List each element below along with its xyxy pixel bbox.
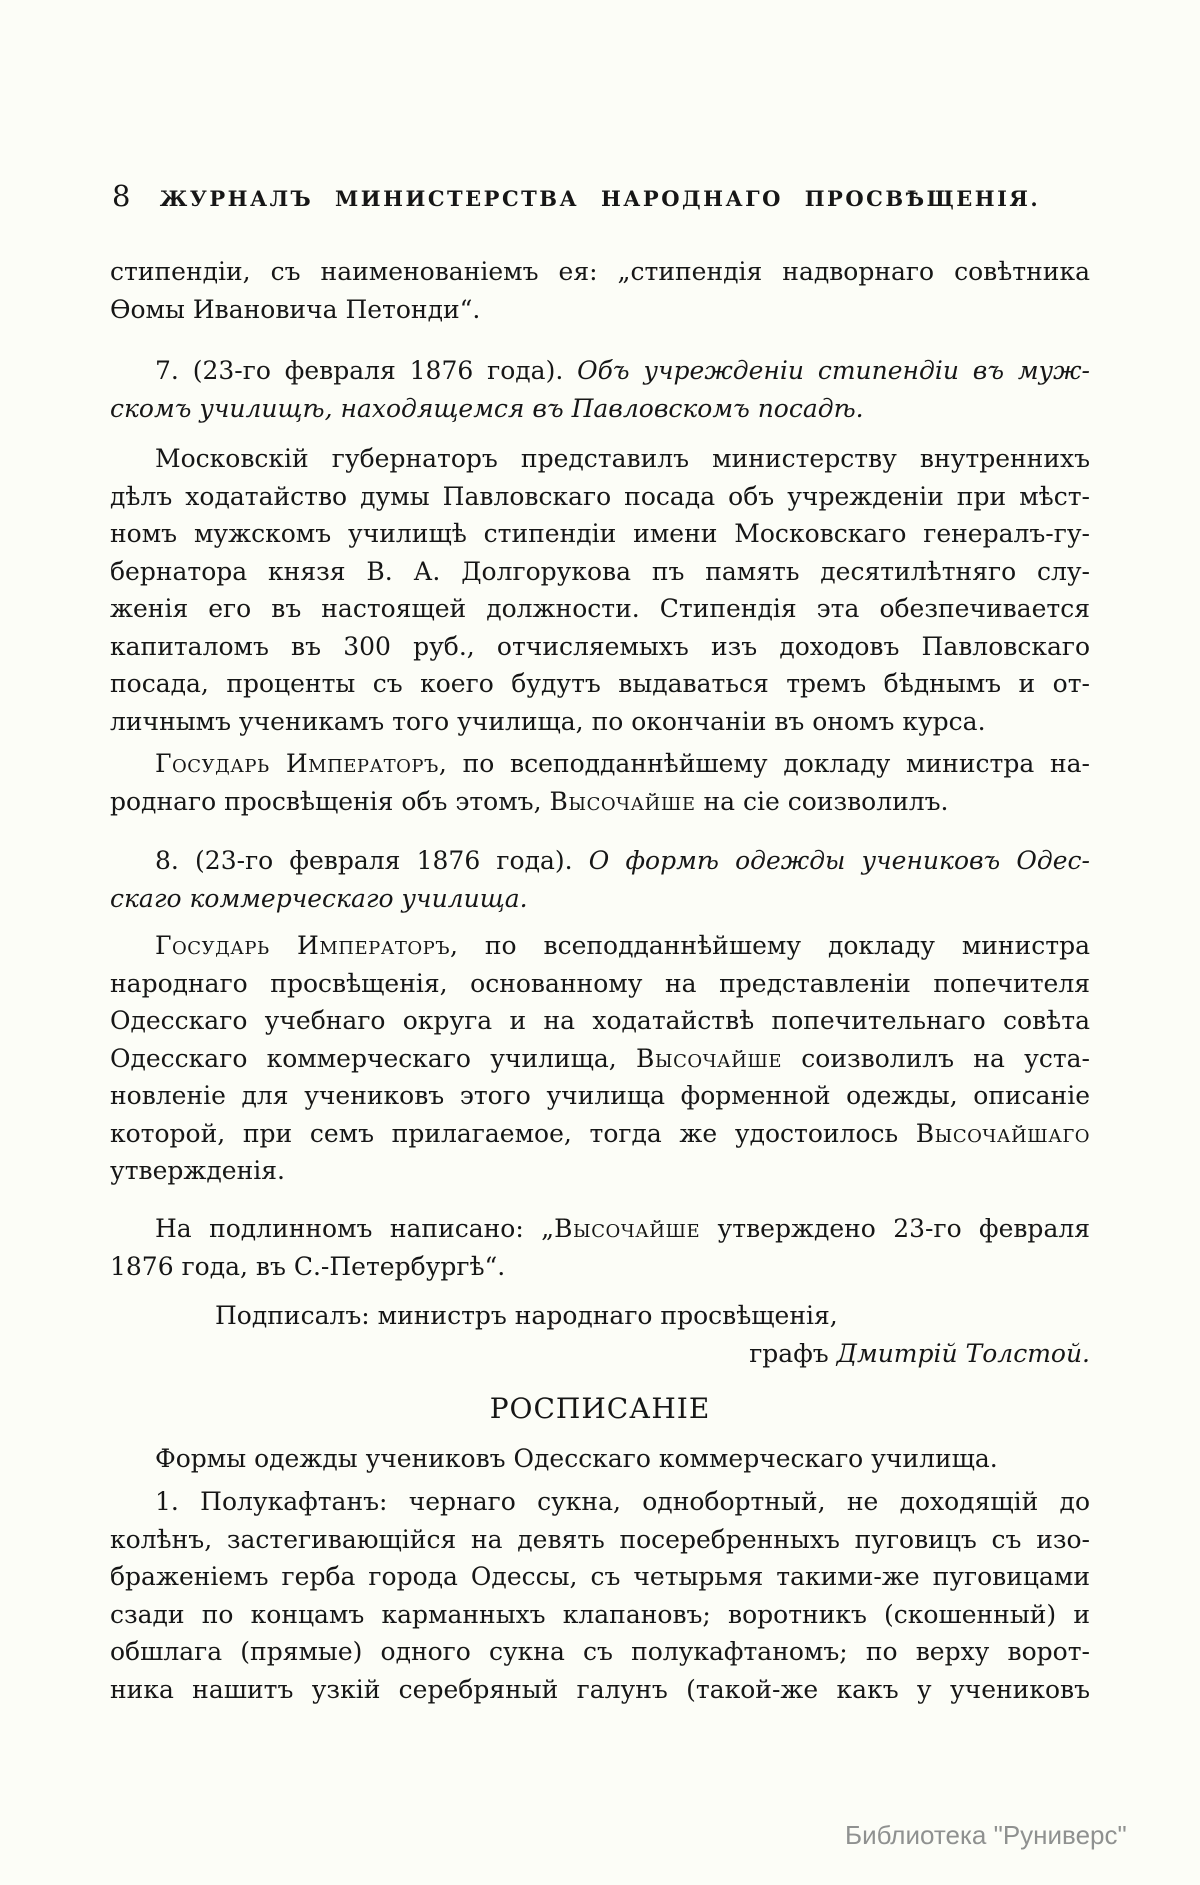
- text-line: На подлинномъ написано: „Высочайше утверждено 23-го февраля: [155, 1214, 1090, 1243]
- paragraph-form-subtitle: [110, 1440, 1090, 1478]
- text-line: номъ мужскомъ училищѣ стипендіи имени Московскаго генералъ-гу-: [110, 519, 1090, 548]
- text-line: женія его въ настоящей должности. Стипендія эта обезпечивается: [110, 594, 1090, 623]
- library-watermark: Библиотека "Руниверс": [845, 1820, 1127, 1850]
- text-line: 8. (23-го февраля 1876 года). О формѣ одежды учениковъ Одес-: [155, 846, 1090, 875]
- text-line: роднаго просвѣщенія объ этомъ, Высочайше на сіе соизволилъ.: [110, 786, 949, 816]
- text-line: посада, проценты съ коего будутъ выдаваться тремъ бѣднымъ и от-: [110, 669, 1090, 698]
- text-line: утвержденія.: [110, 1156, 285, 1185]
- paragraph-emperor-approval-7: [110, 745, 1090, 820]
- text-line: новленіе для учениковъ этого училища форменной одежды, описаніе: [110, 1081, 1090, 1110]
- paragraph-emperor-approval-8: [110, 927, 1090, 1190]
- paragraph-original-inscription: [110, 1210, 1090, 1285]
- text-line: 7. (23-го февраля 1876 года). Объ учрежденіи стипендіи въ муж-: [155, 356, 1090, 385]
- text-line: стипендіи, съ наименованіемъ ея: „стипендія надворнаго совѣтника: [110, 257, 1090, 286]
- text-line: колѣнъ, застегивающійся на девять посеребренныхъ пуговицъ съ изо-: [110, 1524, 1090, 1554]
- text-line: скаго коммерческаго училища.: [110, 883, 528, 913]
- text-line: Московскій губернаторъ представилъ министерству внутреннихъ: [155, 444, 1090, 473]
- paragraph-moscow-governor: [110, 440, 1090, 740]
- text-line: Формы одежды учениковъ Одесскаго коммерческаго училища.: [155, 1444, 998, 1473]
- text-line: графъ Дмитрій Толстой.: [749, 1338, 1090, 1368]
- heading-rospisanie: [110, 1390, 1090, 1428]
- text-line: Государь Императоръ, по всеподданнѣйшему докладу министра: [155, 931, 1090, 960]
- text-line: 1. Полукафтанъ: чернаго сукна, однобортный, не доходящій до: [155, 1487, 1090, 1516]
- text-line: бернатора князя В. А. Долгорукова пъ память десятилѣтняго слу-: [110, 556, 1090, 586]
- text-line: народнаго просвѣщенія, основанному на представленіи попечителя: [110, 968, 1090, 998]
- text-line: которой, при семъ прилагаемое, тогда же удостоилось Высочайшаго: [110, 1118, 1090, 1148]
- journal-running-header: ЖУРНАЛЪ МИНИСТЕРСТВА НАРОДНАГО ПРОСВѢЩЕНІЯ.: [159, 186, 1041, 211]
- text-line: 1876 года, въ С.-Петербургѣ“.: [110, 1251, 506, 1281]
- text-line: Подписалъ: министръ народнаго просвѣщенія,: [215, 1301, 838, 1330]
- text-line: капиталомъ въ 300 руб., отчисляемыхъ изъ доходовъ Павловскаго: [110, 631, 1090, 661]
- signature-block: [110, 1297, 1090, 1372]
- text-line: Одесскаго учебнаго округа и на ходатайствѣ попечительнаго совѣта: [110, 1006, 1090, 1035]
- text-line: Государь Императоръ, по всеподданнѣйшему докладу министра на-: [155, 749, 1091, 778]
- text-line: Одесскаго коммерческаго училища, Высочайше соизволилъ на уста-: [110, 1043, 1090, 1073]
- text-line: обшлага (прямые) одного сукна съ полукафтаномъ; по верху ворот-: [110, 1637, 1090, 1666]
- text-line: скомъ училищѣ, находящемся въ Павловскомъ посадѣ.: [110, 393, 864, 423]
- heading-item-8: [110, 842, 1090, 917]
- text-line: дѣлъ ходатайство думы Павловскаго посада объ учрежденіи при мѣст-: [110, 481, 1090, 511]
- text-line: РОСПИСАНІЕ: [489, 1392, 711, 1425]
- text-line: сзади по концамъ карманныхъ клапановъ; воротникъ (скошенный) и: [110, 1599, 1090, 1629]
- text-line: личнымъ ученикамъ того училища, по окончаніи въ ономъ курса.: [110, 706, 986, 736]
- paragraph-polukaftan: [110, 1483, 1090, 1708]
- text-line: ника нашитъ узкій серебряный галунъ (такой-же какъ у учениковъ: [110, 1674, 1090, 1704]
- text-line: Ѳомы Ивановича Петонди“.: [110, 294, 481, 324]
- heading-item-7: [110, 352, 1090, 427]
- page-number: 8: [112, 179, 131, 213]
- text-line: браженіемъ герба города Одессы, съ четырьмя такими-же пуговицами: [110, 1562, 1090, 1591]
- paragraph-continuation-petondi: [110, 253, 1090, 328]
